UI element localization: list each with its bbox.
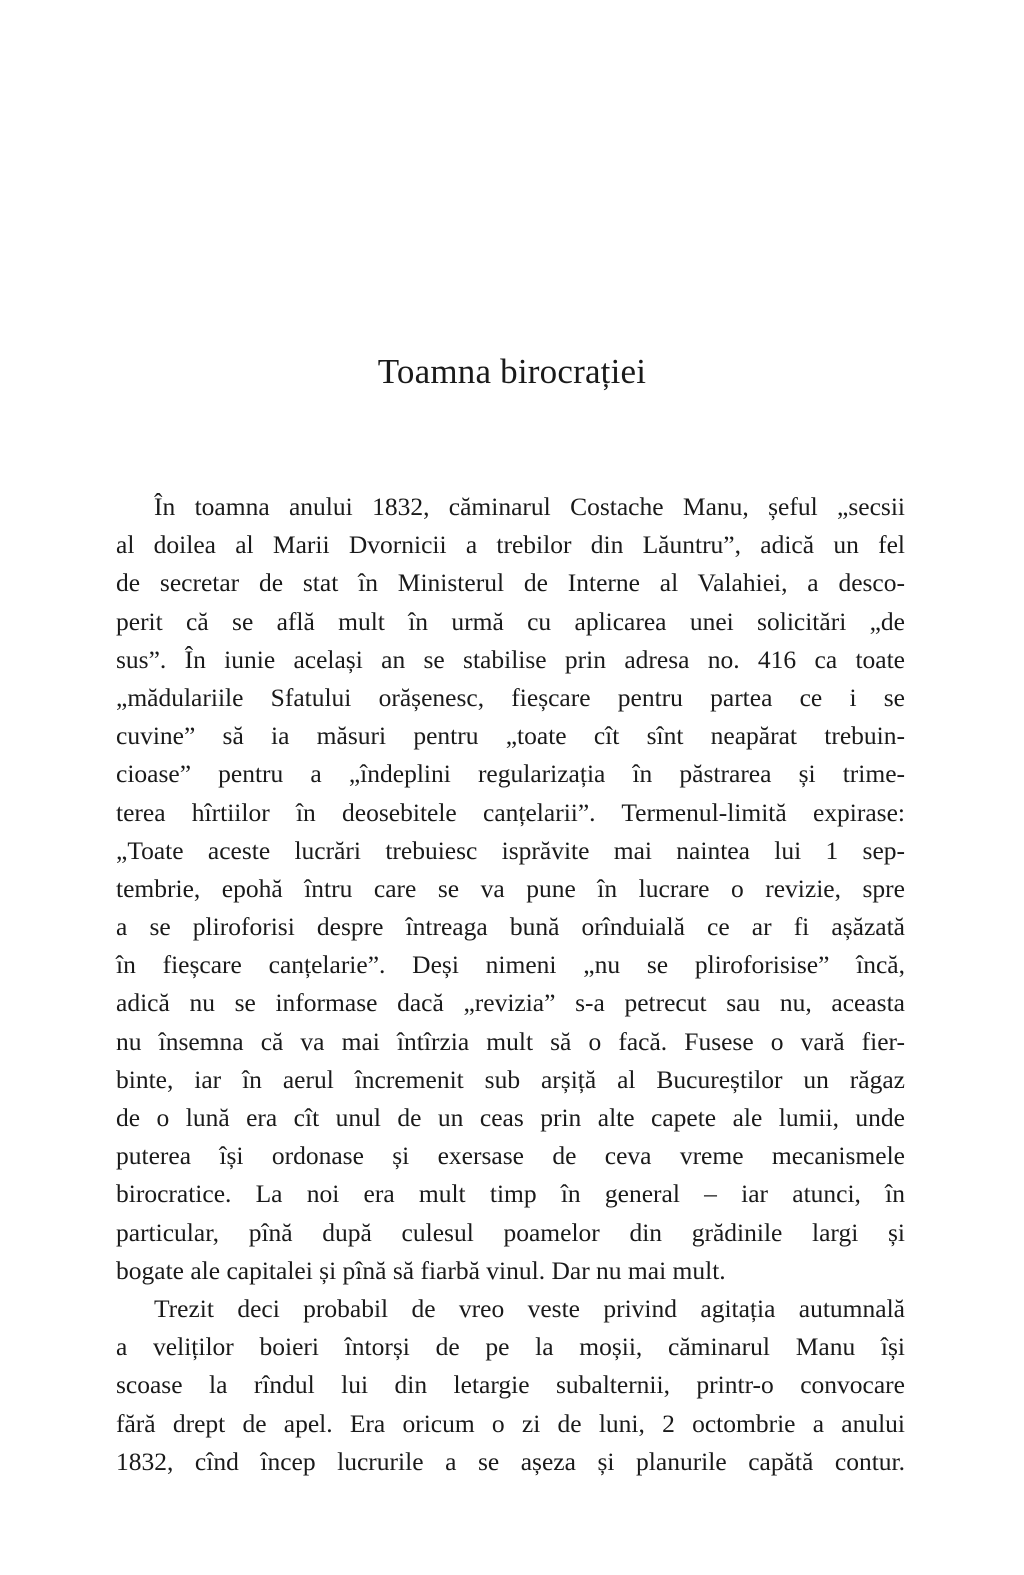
chapter-body [116,488,905,1481]
paragraph-2 [116,1290,905,1481]
text-line: sus”. În iunie același an se stabilise prin adresa no. 416 ca toate [116,644,905,674]
text-line: de secretar de stat în Ministerul de Interne al Valahiei, a desco- [116,568,905,598]
text-line: terea hîrtiilor în deosebitele canțelarii”. Termenul-limită expirase: [116,797,905,827]
text-line: În toamna anului 1832, căminarul Costache Manu, șeful „secsii [154,492,905,521]
text-line: bogate ale capitalei și pînă să fiarbă vinul. Dar nu mai mult. [116,1255,726,1285]
text-line: birocratice. La noi era mult timp în general – iar atunci, în [116,1179,905,1209]
text-line: a se pliroforisi despre întreaga bună orînduială ce ar fi așăzată [116,912,905,942]
text-line: Trezit deci probabil de vreo veste privind agitația autumnală [154,1293,905,1323]
text-line: tembrie, epohă întru care se va pune în lucrare o revizie, spre [116,873,905,903]
paragraph-1 [116,488,905,1290]
text-line: nu însemna că va mai întîrzia mult să o facă. Fusese o vară fier- [116,1026,905,1056]
text-line: cuvine” să ia măsuri pentru „toate cît sînt neapărat trebuin- [116,721,905,751]
text-line: 1832, cînd încep lucrurile a se așeza și planurile capătă contur. [116,1446,905,1476]
text-line: perit că se află mult în urmă cu aplicarea unei solicitări „de [116,606,905,636]
text-line: de o lună era cît unul de un ceas prin alte capete ale lumii, unde [116,1103,905,1132]
text-line: în fieșcare canțelarie”. Deși nimeni „nu se pliroforisise” încă, [116,950,905,980]
chapter-title: Toamna birocrației [377,352,647,391]
text-line: puterea își ordonase și exersase de ceva vreme mecanismele [116,1141,905,1171]
text-line: adică nu se informase dacă „revizia” s-a petrecut sau nu, aceasta [116,988,905,1018]
text-line: cioase” pentru a „îndeplini regularizația în păstrarea și trime- [116,759,905,789]
text-line: „Toate aceste lucrări trebuiesc isprăvite mai naintea lui 1 sep- [116,835,905,865]
text-line: fără drept de apel. Era oricum o zi de luni, 2 octombrie a anului [116,1408,905,1438]
text-line: scoase la rîndul lui din letargie subalternii, printr-o convocare [116,1370,905,1400]
text-line: al doilea al Marii Dvornicii a trebilor din Lăuntru”, adică un fel [116,530,905,560]
text-line: a veliților boieri întorși de pe la moșii, căminarul Manu își [116,1332,905,1362]
text-line: binte, iar în aerul încremenit sub arșiță al Bucureștilor un răgaz [116,1064,905,1094]
text-line: particular, pînă după culesul poamelor din grădinile largi și [116,1217,905,1247]
text-line: „mădulariile Sfatului orășenesc, fieșcare pentru partea ce i se [116,682,905,712]
